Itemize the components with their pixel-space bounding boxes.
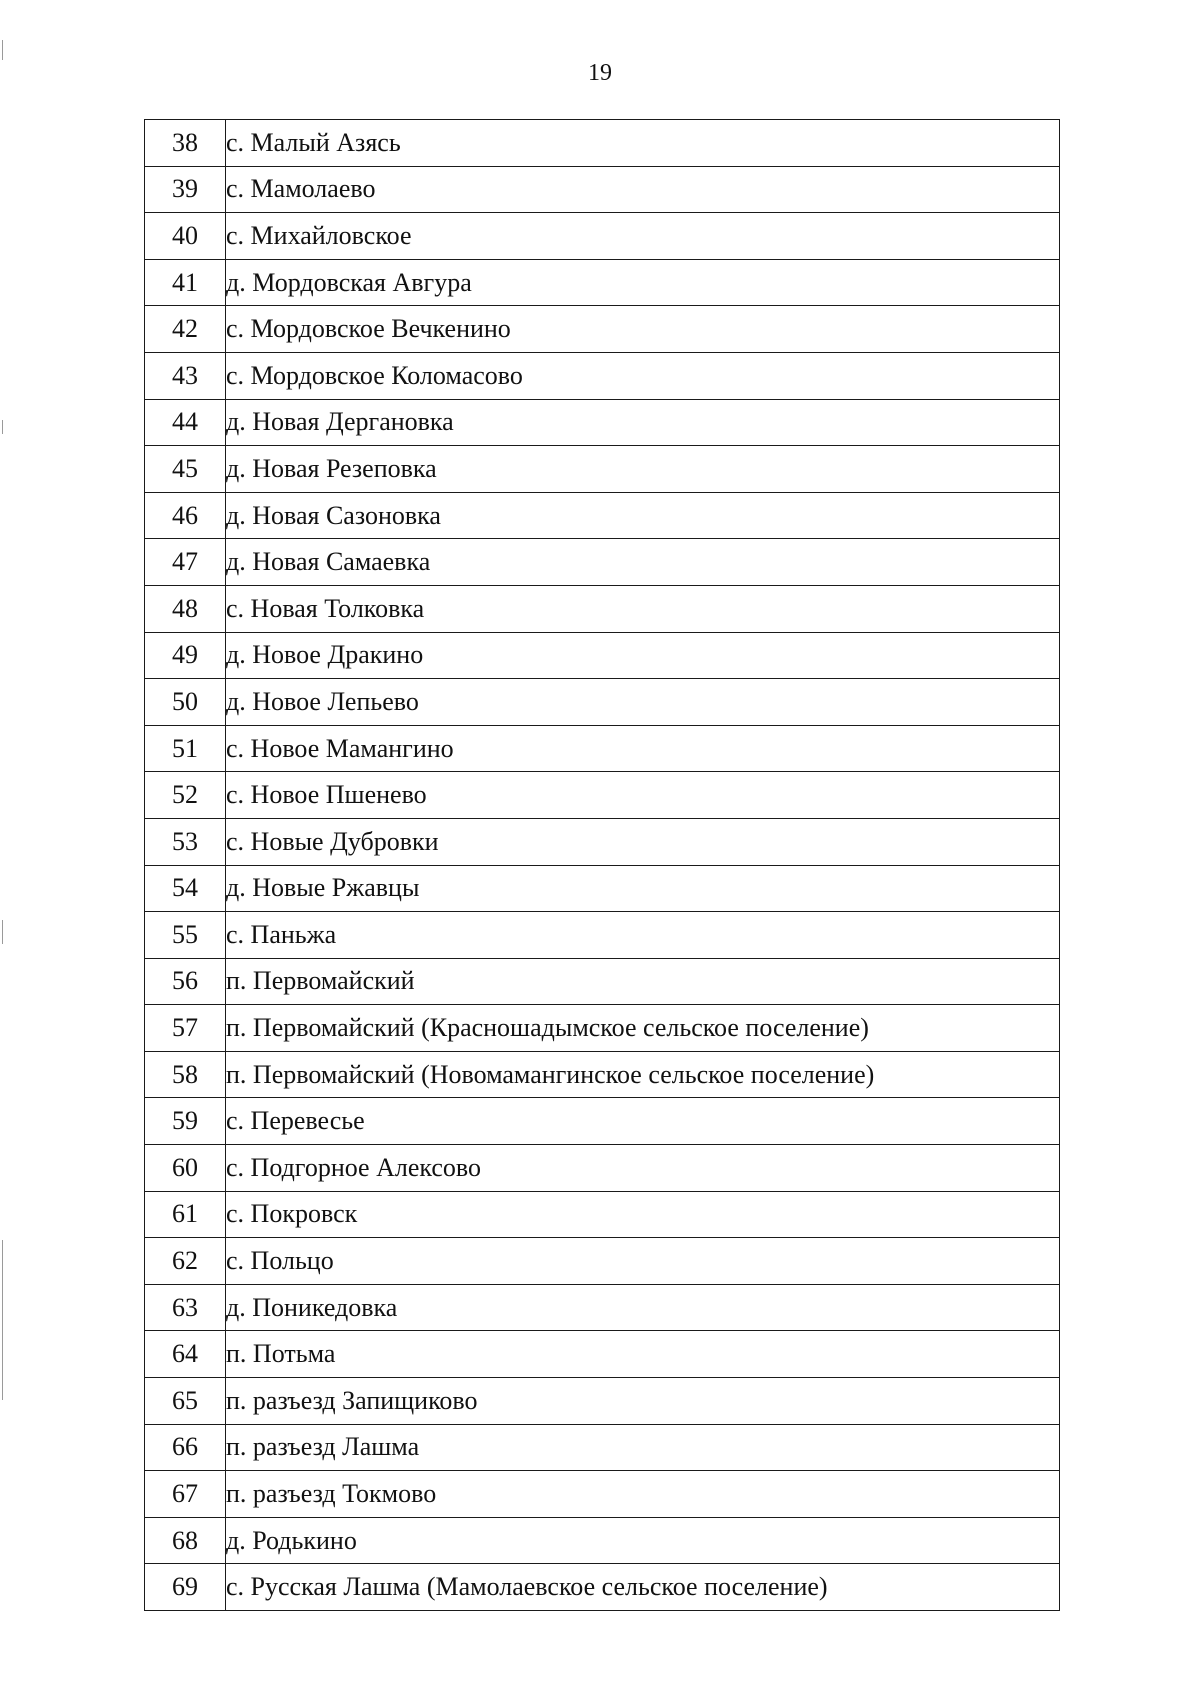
row-number: 56 xyxy=(145,958,226,1005)
settlement-name: п. Первомайский (Новомамангинское сельское поселение) xyxy=(226,1051,1060,1098)
table-row xyxy=(145,912,1060,959)
row-number: 43 xyxy=(145,352,226,399)
table-row xyxy=(145,1238,1060,1285)
settlement-name: с. Паньжа xyxy=(226,912,1060,959)
scan-edge-mark xyxy=(2,420,3,434)
settlement-name: с. Новая Толковка xyxy=(226,585,1060,632)
row-number: 67 xyxy=(145,1471,226,1518)
settlement-name: с. Польцо xyxy=(226,1238,1060,1285)
table-row xyxy=(145,399,1060,446)
row-number: 64 xyxy=(145,1331,226,1378)
settlements-table xyxy=(144,119,1060,1611)
row-number: 53 xyxy=(145,818,226,865)
table-row xyxy=(145,865,1060,912)
table-row xyxy=(145,1098,1060,1145)
table-row xyxy=(145,772,1060,819)
table-row xyxy=(145,1145,1060,1192)
table-row xyxy=(145,725,1060,772)
row-number: 62 xyxy=(145,1238,226,1285)
row-number: 50 xyxy=(145,679,226,726)
row-number: 55 xyxy=(145,912,226,959)
settlement-name: д. Новая Самаевка xyxy=(226,539,1060,586)
settlement-name: с. Мамолаево xyxy=(226,166,1060,213)
row-number: 39 xyxy=(145,166,226,213)
settlement-name: с. Новые Дубровки xyxy=(226,818,1060,865)
settlement-name: п. разъезд Запищиково xyxy=(226,1378,1060,1425)
scan-edge-mark xyxy=(2,1240,3,1400)
settlement-name: д. Новая Дергановка xyxy=(226,399,1060,446)
table-row xyxy=(145,958,1060,1005)
table-row xyxy=(145,1471,1060,1518)
settlement-name: с. Подгорное Алексово xyxy=(226,1145,1060,1192)
settlement-name: с. Малый Азясь xyxy=(226,120,1060,167)
scan-edge-mark xyxy=(2,920,3,944)
row-number: 54 xyxy=(145,865,226,912)
settlement-name: д. Новая Сазоновка xyxy=(226,492,1060,539)
page-number: 19 xyxy=(588,60,612,86)
table-row xyxy=(145,120,1060,167)
table-row xyxy=(145,1378,1060,1425)
settlement-name: д. Новое Лепьево xyxy=(226,679,1060,726)
settlement-name: с. Новое Мамангино xyxy=(226,725,1060,772)
row-number: 61 xyxy=(145,1191,226,1238)
settlement-name: д. Новая Резеповка xyxy=(226,446,1060,493)
row-number: 38 xyxy=(145,120,226,167)
settlement-name: д. Родькино xyxy=(226,1517,1060,1564)
row-number: 40 xyxy=(145,213,226,260)
row-number: 45 xyxy=(145,446,226,493)
row-number: 60 xyxy=(145,1145,226,1192)
table-row xyxy=(145,1564,1060,1611)
table-row xyxy=(145,1005,1060,1052)
row-number: 66 xyxy=(145,1424,226,1471)
table-row xyxy=(145,1051,1060,1098)
settlement-name: с. Мордовское Вечкенино xyxy=(226,306,1060,353)
table-row xyxy=(145,1284,1060,1331)
settlement-name: п. Первомайский (Красношадымское сельское поселение) xyxy=(226,1005,1060,1052)
table-row xyxy=(145,539,1060,586)
table-row xyxy=(145,679,1060,726)
table-row xyxy=(145,818,1060,865)
row-number: 48 xyxy=(145,585,226,632)
settlement-name: д. Новые Ржавцы xyxy=(226,865,1060,912)
row-number: 47 xyxy=(145,539,226,586)
settlement-name: с. Русская Лашма (Мамолаевское сельское поселение) xyxy=(226,1564,1060,1611)
row-number: 63 xyxy=(145,1284,226,1331)
row-number: 46 xyxy=(145,492,226,539)
settlement-name: д. Поникедовка xyxy=(226,1284,1060,1331)
settlement-name: с. Новое Пшенево xyxy=(226,772,1060,819)
settlement-name: п. разъезд Токмово xyxy=(226,1471,1060,1518)
table-row xyxy=(145,1331,1060,1378)
row-number: 51 xyxy=(145,725,226,772)
row-number: 65 xyxy=(145,1378,226,1425)
table-row xyxy=(145,1517,1060,1564)
row-number: 44 xyxy=(145,399,226,446)
settlement-name: с. Покровск xyxy=(226,1191,1060,1238)
table-row xyxy=(145,213,1060,260)
table-row xyxy=(145,446,1060,493)
row-number: 68 xyxy=(145,1517,226,1564)
table-row xyxy=(145,585,1060,632)
settlement-name: д. Мордовская Авгура xyxy=(226,259,1060,306)
row-number: 49 xyxy=(145,632,226,679)
row-number: 59 xyxy=(145,1098,226,1145)
row-number: 69 xyxy=(145,1564,226,1611)
row-number: 57 xyxy=(145,1005,226,1052)
row-number: 41 xyxy=(145,259,226,306)
table-row xyxy=(145,1424,1060,1471)
table-row xyxy=(145,1191,1060,1238)
settlement-name: д. Новое Дракино xyxy=(226,632,1060,679)
settlement-name: с. Михайловское xyxy=(226,213,1060,260)
settlement-name: п. Первомайский xyxy=(226,958,1060,1005)
row-number: 42 xyxy=(145,306,226,353)
table-row xyxy=(145,492,1060,539)
settlements-table-body xyxy=(145,120,1060,1611)
table-row xyxy=(145,306,1060,353)
row-number: 58 xyxy=(145,1051,226,1098)
table-row xyxy=(145,259,1060,306)
table-row xyxy=(145,166,1060,213)
settlement-name: п. разъезд Лашма xyxy=(226,1424,1060,1471)
table-row xyxy=(145,632,1060,679)
row-number: 52 xyxy=(145,772,226,819)
table-row xyxy=(145,352,1060,399)
settlement-name: с. Перевесье xyxy=(226,1098,1060,1145)
settlement-name: с. Мордовское Коломасово xyxy=(226,352,1060,399)
scan-edge-mark xyxy=(2,40,3,60)
settlement-name: п. Потьма xyxy=(226,1331,1060,1378)
